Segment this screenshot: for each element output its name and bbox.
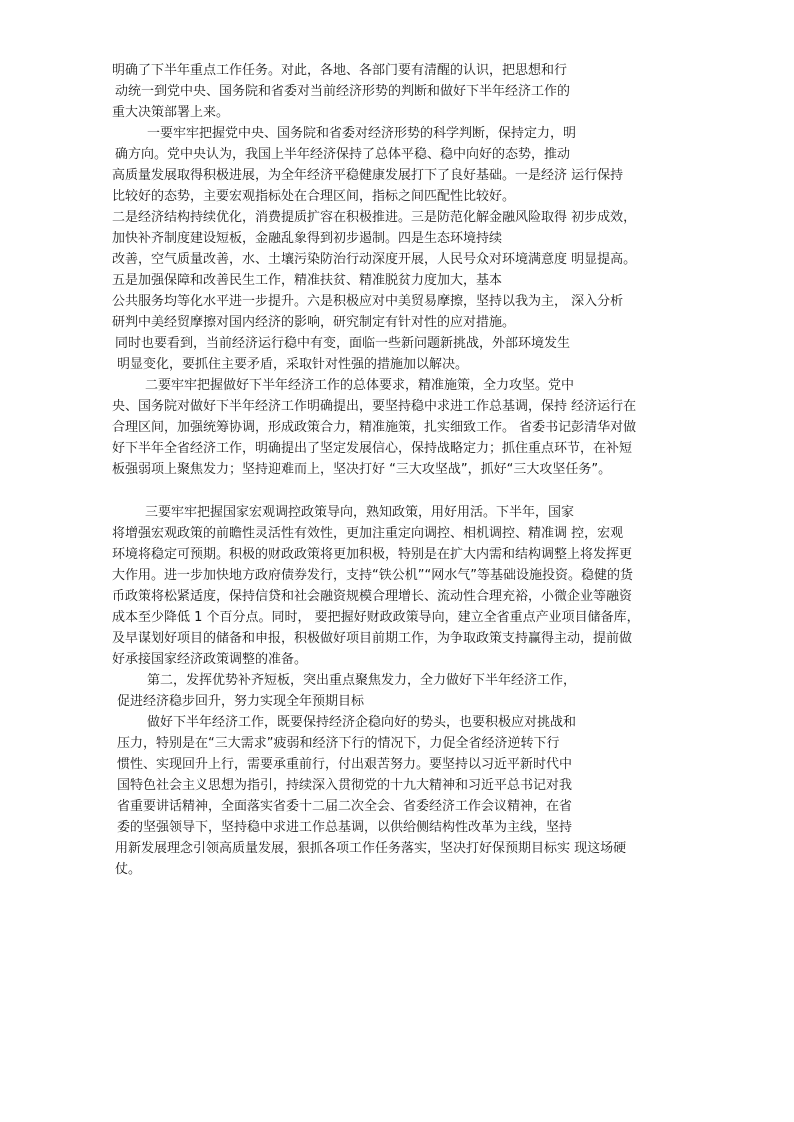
text-line: 明显变化，要抓住主要矛盾，采取针对性强的措施加以解决。 xyxy=(117,357,469,372)
section-heading: 第二，发挥优势补齐短板，突出重点聚焦发力，全力做好下半年经济工作， xyxy=(147,673,577,688)
section-heading: 促进经济稳步回升，努力实现全年预期目标 xyxy=(117,694,365,709)
text-line: 大作用。进一步加快地方政府债券发行，支持“铁公机”“网水气”等基础设施投资。稳健的货 xyxy=(112,568,633,583)
text-line: 及早谋划好项目的储备和申报，积极做好项目前期工作，为争取政策支持赢得主动，提前做 xyxy=(112,631,633,646)
text-line: 将增强宏观政策的前瞻性灵活性有效性，更加注重定向调控、相机调控、精准调 控，宏观 xyxy=(112,526,624,541)
text-line: 国特色社会主义思想为指引，持续深入贯彻党的十九大精神和习近平总书记对我 xyxy=(117,778,573,793)
text-line: 压力，特别是在“三大需求”疲弱和经济下行的情况下，力促全省经济逆转下行 xyxy=(117,736,560,751)
text-line: 研判中美经贸摩擦对国内经济的影响，研究制定有针对性的应对措施。 xyxy=(112,315,516,330)
paragraph-start: 三要牢牢把握国家宏观调控政策导向，熟知政策，用好用活。下半年，国家 xyxy=(145,505,575,520)
text-line: 二是经济结构持续优化，消费提质扩容在积极推进。三是防范化解金融风险取得 初步成效， xyxy=(112,210,637,225)
paragraph-start: 一要牢牢把握党中央、国务院和省委对经济形势的科学判断，保持定力，明 xyxy=(147,126,577,141)
text-line: 用新发展理念引领高质量发展，狠抓各项工作任务落实，坚决打好保预期目标实 现这场硬 xyxy=(115,841,627,856)
text-line: 板强弱项上聚焦发力；坚持迎难而上，坚决打好 “三大攻坚战”，抓好“三大攻坚任务”。 xyxy=(112,462,612,477)
text-line: 动统一到党中央、国务院和省委对当前经济形势的判断和做好下半年经济工作的 xyxy=(115,84,571,99)
text-line: 明确了下半年重点工作任务。对此，各地、各部门要有清醒的认识，把思想和行 xyxy=(112,63,568,78)
text-line: 公共服务均等化水平进一步提升。六是积极应对中美贸易摩擦，坚持以我为主， 深入分析 xyxy=(112,294,624,309)
text-line: 高质量发展取得积极进展，为全年经济平稳健康发展打下了良好基础。一是经济 运行保持 xyxy=(112,168,624,183)
text-line: 惯性、实现回升上行，需要承重前行，付出艰苦努力。要坚持以习近平新时代中 xyxy=(117,757,573,772)
paragraph-start: 二要牢牢把握做好下半年经济工作的总体要求，精准施策，全力攻坚。党中 xyxy=(145,378,575,393)
text-line: 委的坚强领导下，坚持稳中求进工作总基调，以供给侧结构性改革为主线，坚持 xyxy=(117,820,573,835)
text-line: 确方向。党中央认为，我国上半年经济保持了总体平稳、稳中向好的态势，推动 xyxy=(115,147,571,162)
text-line: 比较好的态势，主要宏观指标处在合理区间，指标之间匹配性比较好。 xyxy=(112,189,516,204)
text-line: 五是加强保障和改善民生工作，精准扶贫、精准脱贫力度加大，基本 xyxy=(112,273,503,288)
text-line: 环境将稳定可预期。积极的财政政策将更加积极，特别是在扩大内需和结构调整上将发挥更 xyxy=(112,547,633,562)
text-line: 好承接国家经济政策调整的准备。 xyxy=(112,652,308,667)
text-line: 同时也要看到，当前经济运行稳中有变，面临一些新问题新挑战，外部环境发生 xyxy=(115,336,571,351)
text-line: 央、国务院对做好下半年经济工作明确提出，要坚持稳中求进工作总基调，保持 经济运行在 xyxy=(112,399,637,414)
paragraph-start: 做好下半年经济工作，既要保持经济企稳向好的势头，也要积极应对挑战和 xyxy=(147,715,577,730)
text-line: 省重要讲话精神，全面落实省委十二届二次全会、省委经济工作会议精神，在省 xyxy=(117,799,573,814)
text-line: 重大决策部署上来。 xyxy=(112,105,230,120)
text-line: 合理区间，加强统筹协调，形成政策合力，精准施策，扎实细致工作。 省委书记彭清华对做 xyxy=(112,420,637,435)
text-line: 好下半年全省经济工作，明确提出了坚定发展信心，保持战略定力；抓住重点环节，在补短 xyxy=(112,441,633,456)
text-line: 仗。 xyxy=(115,862,142,877)
text-line: 改善，空气质量改善，水、土壤污染防治行动深度开展，人民号众对环境满意度 明显提高。 xyxy=(112,252,637,267)
text-line: 成本至少降低 1 个百分点。同时， 要把握好财政政策导向，建立全省重点产业项目储备库， xyxy=(112,610,640,625)
text-line: 币政策将松紧适度，保持信贷和社会融资规模合理增长、流动性合理充裕，小微企业等融资 xyxy=(112,589,633,604)
text-line: 加快补齐制度建设短板，金融乱象得到初步遏制。四是生态环境持续 xyxy=(112,231,503,246)
